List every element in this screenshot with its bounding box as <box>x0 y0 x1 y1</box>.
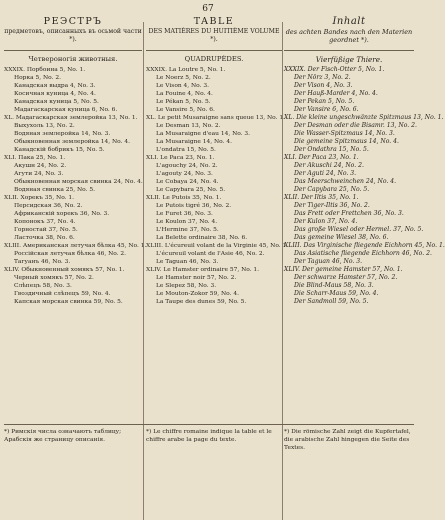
index-entry: XLII. Хорекъ 35, No. 1. <box>4 195 75 201</box>
index-entry: Le Cobaya 24, No. 4. <box>156 179 219 185</box>
french-footnote <box>146 428 280 444</box>
index-entry: Le Pékan 5, No. 5. <box>156 99 211 105</box>
french-subtitle: DES MATIÈRES DU HUITIÈME VOLUME *). <box>148 28 280 43</box>
index-entry: La Belette ordinaire 38, No. 6. <box>156 235 248 241</box>
header-rule <box>284 50 414 51</box>
index-entry: Россійская летучая бѣлка 46, No. 2. <box>14 251 127 257</box>
german-column <box>284 16 445 306</box>
index-entry: XL. Die kleine ungeschwänzte Spitzmaus 13, No. 1. <box>284 114 444 121</box>
index-entry: Выхухоль 13, No. 2. <box>14 123 75 129</box>
index-entry: Ласточка 38, No. 6. <box>14 235 75 241</box>
index-entry: Le Vansire 5, No. 6. <box>156 107 215 113</box>
index-entry: XLI. Der Paca 23, No. 1. <box>284 154 359 161</box>
index-entry: La Musaraigne d'eau 14, No. 3. <box>156 131 251 137</box>
index-entry: Обыкновенная землеройка 14, No. 4. <box>14 139 130 145</box>
index-entry: Die Scharr-Maus 59, No. 4. <box>294 290 379 297</box>
index-entry: Der Aguti 24, No. 3. <box>294 170 357 177</box>
index-entry: Гвоздичный слѣпецъ 59, No. 4. <box>14 291 111 297</box>
index-entry: Der Nörz 3, No. 2. <box>294 74 351 81</box>
index-entry: XLIV. Der gemeine Hamster 57, No. 1. <box>284 266 403 273</box>
russian-footnote <box>4 428 142 444</box>
index-entry: Der Taguan 46, No. 3. <box>294 258 363 265</box>
index-entry: XLIV. Le Hamster ordinaire 57, No. 1. <box>146 267 260 273</box>
index-entry: Черный хомякъ 57, No. 2. <box>14 275 94 281</box>
index-entry: Die Blind-Maus 58, No. 3. <box>294 282 374 289</box>
index-entry: XLI. Пака 25, No. 1. <box>4 155 66 161</box>
index-entry: Горностай 37, No. 5. <box>14 227 78 233</box>
index-entry: Der Desman oder die Bisamr. 13, No. 2. <box>294 122 417 129</box>
index-entry: Канадскій бобрикъ 15, No. 5. <box>14 147 105 153</box>
index-entry: Le Capybara 25, No. 5. <box>156 187 226 193</box>
index-entry: Das Frett oder Frettchen 36, No. 3. <box>294 210 404 217</box>
index-entry: XLI. Le Paca 23, No. 1. <box>146 155 215 161</box>
column-divider <box>143 22 144 520</box>
index-entry: La Fouine 4, No. 4. <box>156 91 213 97</box>
index-entry: Le Noerz 5, No. 2. <box>156 75 211 81</box>
index-entry: Le Hamster noir 57, No. 2. <box>156 275 237 281</box>
index-entry: Der schwarze Hamster 57, No. 2. <box>294 274 398 281</box>
index-entry: Косичная куница 4, No. 4. <box>14 91 96 97</box>
index-entry: Копонокъ 37, No. 4. <box>14 219 76 225</box>
index-entry: XLII. Der Iltis 35, No. 1. <box>284 194 359 201</box>
french-title: TABLE <box>193 16 235 27</box>
russian-subtitle: предметовъ, описанныхъ въ осьмой части *). <box>4 28 142 43</box>
index-entry: La Musaraigne 14, No. 4. <box>156 139 232 145</box>
index-entry: Капская морская свинка 59, No. 5. <box>14 299 123 305</box>
russian-title: РЕЭСТРЪ <box>43 16 103 27</box>
index-entry: Тагуанъ 46, No. 3. <box>14 259 71 265</box>
index-entry: L'Hermine 37, No. 5. <box>156 227 219 233</box>
index-entry: Водяная землеройка 14, No. 3. <box>14 131 111 137</box>
index-entry: Канадская выдра 4, No. 3. <box>14 83 96 89</box>
index-entry: Das gemeine Wiesel 38, No. 6. <box>294 234 389 241</box>
index-entry: Der Capybara 25, No. 5. <box>294 186 370 193</box>
index-entry: Der Tiger-Iltis 36, No. 2. <box>294 202 370 209</box>
index-entry: Der Hauß-Marder 4, No. 4. <box>294 90 378 97</box>
index-entry: Африканскій хорекъ 36, No. 3. <box>14 211 110 217</box>
german-section-heading: Vierfüßige Thiere. <box>315 55 383 64</box>
index-entry: La Taupe des dunes 59, No. 5. <box>156 299 247 305</box>
index-entry: XL. Le petit Musaraigne sans queue 13, No. 1. <box>146 115 285 121</box>
index-entry: Персидская 36, No. 2. <box>14 203 83 209</box>
index-entry: Le Koulon 37, No. 4. <box>156 219 218 225</box>
french-column <box>146 16 289 306</box>
index-entry: Водяная свинка 25, No. 5. <box>14 187 95 193</box>
index-entry: Der Akuschi 24, No. 2. <box>294 162 364 169</box>
index-entry: Le Desman 13, No. 2. <box>156 123 221 129</box>
index-entry: Der Vison 4, No. 3. <box>294 82 353 89</box>
index-entry: Обыкновенная морская свинка 24, No. 4. <box>14 179 143 185</box>
index-entry: Акушн 24, No. 2. <box>14 163 67 169</box>
russian-entries <box>4 66 147 306</box>
index-entry: Le Vison 4, No. 3. <box>156 83 209 89</box>
index-entry: Норка 5, No. 2. <box>14 75 61 81</box>
index-entry: Das Meerschweinchen 24, No. 4. <box>294 178 397 185</box>
index-entry: XLIII. Американская летучая бѣлка 45, No. 1. <box>4 243 147 249</box>
index-entry: XXXIX. Порбоина 5, No. 1. <box>4 67 86 73</box>
russian-section-heading: Четвероногія животныя. <box>28 55 118 63</box>
index-entry: Le Mouton-Zokor 59, No. 4. <box>156 291 239 297</box>
index-entry: Le Taguan 46, No. 3. <box>156 259 219 265</box>
index-entry: XXXIX. Der Fisch-Otter 5, No. 1. <box>284 66 385 73</box>
index-entry: Агути 24, No. 3. <box>14 171 64 177</box>
index-entry: L'ondatra 15, No. 5. <box>156 147 216 153</box>
index-entry: L'agouty 24, No. 3. <box>156 171 213 177</box>
german-footnote <box>284 428 414 452</box>
index-entry: Der Pekan 5, No. 5. <box>294 98 355 105</box>
index-entry: XLIV. Обыкновенный хомякъ 57, No. 1. <box>4 267 125 273</box>
index-entry: XXXIX. La Loutre 5, No. 1. <box>146 67 226 73</box>
footnote-text: *) Le chiffre romaine indique la table et le chiffre arabe la page du texte. <box>146 429 272 443</box>
index-entry: XLII. Le Putois 35, No. 1. <box>146 195 222 201</box>
index-entry: Le Slepez 58, No. 3. <box>156 283 217 289</box>
index-entry: Мадагаскарская куница 6, No. 6. <box>14 107 118 113</box>
index-entry: Das große Wiesel oder Hermel. 37, No. 5. <box>294 226 424 233</box>
index-entry: XLIII. L'écureuil volant de la Virginie 45, No. 1. <box>146 243 289 249</box>
index-entry: Die gemeine Spitzmaus 14, No. 4. <box>294 138 399 145</box>
column-divider <box>282 22 283 520</box>
index-entry: Le Putois tigré 36, No. 2. <box>156 203 232 209</box>
index-entry: Слѣпецъ 58, No. 3. <box>14 283 72 289</box>
index-entry: Der Ondathra 15, No. 5. <box>294 146 369 153</box>
index-entry: L'écureuil volant de l'Asie 46, No. 2. <box>156 251 265 257</box>
footnote-text: *) Римскія числа означаютъ таблицу; Арабскія же страницу описанія. <box>4 429 122 443</box>
index-entry: Das Asiatische fliegende Eichhorn 46, No. 2. <box>294 250 432 257</box>
index-entry: Der Sandmoll 59, No. 5. <box>294 298 369 305</box>
header-rule <box>4 50 142 51</box>
footnote-text: *) Die römische Zahl zeigt die Kupfertafel, die arabische Zahl hingegen die Seite des Textes. <box>284 429 411 451</box>
index-entry: L'agouchy 24, No. 2. <box>156 163 218 169</box>
index-entry: XLIII. Das Virginische fliegende Eichhorn 45, No. 1. <box>284 242 445 249</box>
page-number: 67 <box>202 4 214 14</box>
german-subtitle: des achten Bandes nach den Materien geordnet *). <box>285 28 413 44</box>
header-rule <box>146 50 282 51</box>
index-entry: Die Wasser-Spitzmaus 14, No. 3. <box>294 130 395 137</box>
footnote-rule <box>4 424 414 425</box>
index-entry: Der Kulon 37, No. 4. <box>294 218 358 225</box>
index-entry: Le Furet 36, No. 3. <box>156 211 213 217</box>
german-entries <box>284 66 445 306</box>
french-section-heading: QUADRUPÈDES. <box>184 55 244 63</box>
russian-column <box>4 16 147 306</box>
index-entry: XL. Мадагаскарская землеройка 13, No. 1. <box>4 115 138 121</box>
index-entry: Канадская куница 5, No. 5. <box>14 99 99 105</box>
index-entry: Der Vansire 6, No. 6. <box>294 106 359 113</box>
french-entries <box>146 66 289 306</box>
german-title: Inhalt <box>332 16 366 27</box>
